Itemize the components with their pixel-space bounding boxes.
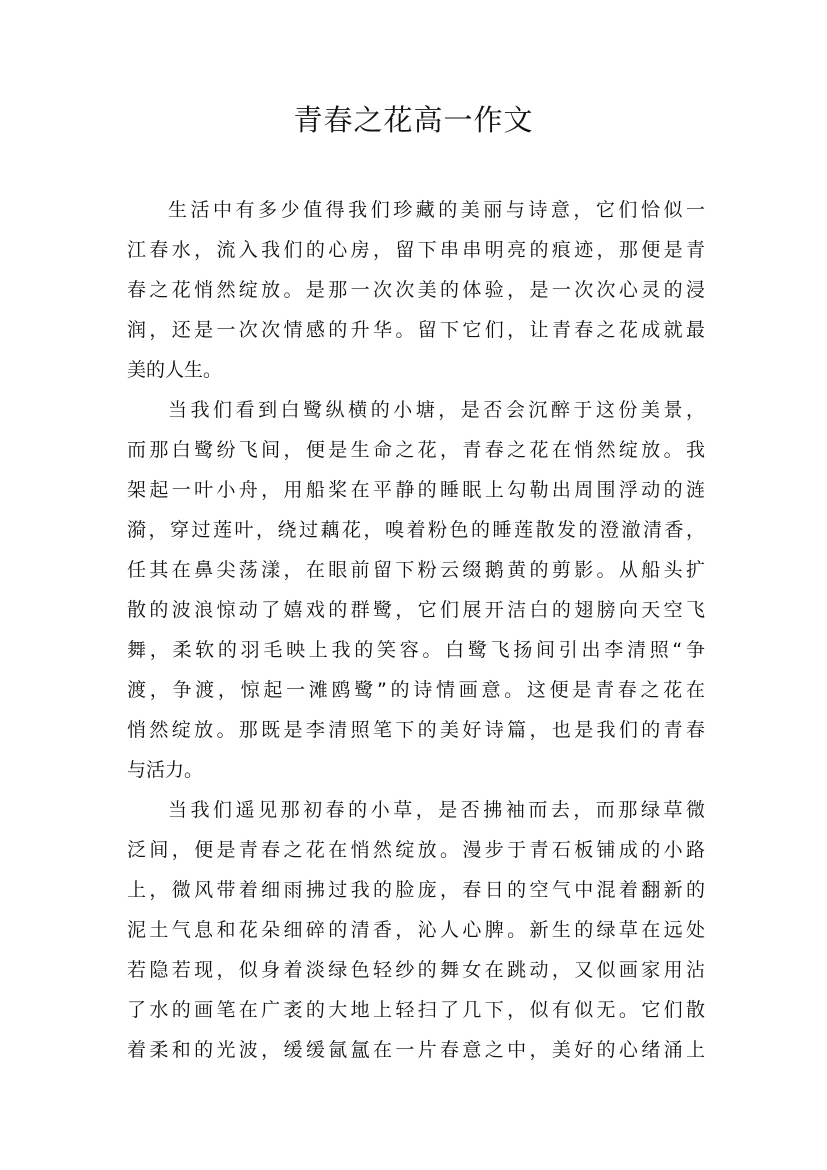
essay-body: [127, 190, 705, 1070]
text-line: 美的人生。: [127, 359, 223, 381]
text-line: 而那白鹭纷飞间，便是生命之花，青春之花在悄然绽放。我: [127, 439, 705, 461]
text-line: 泥土气息和花朵细碎的清香，沁人心脾。新生的绿草在远处: [127, 919, 705, 941]
text-line: 着柔和的光波，缓缓氤氲在一片春意之中，美好的心绪涌上: [127, 1039, 705, 1061]
text-line: 上，微风带着细雨拂过我的脸庞，春日的空气中混着翻新的: [127, 879, 705, 901]
text-line: 散的波浪惊动了嬉戏的群鹭，它们展开洁白的翅膀向天空飞: [127, 599, 705, 621]
text-line: 了水的画笔在广袤的大地上轻扫了几下，似有似无。它们散: [127, 999, 705, 1021]
text-line: 泛间，便是青春之花在悄然绽放。漫步于青石板铺成的小路: [127, 839, 705, 861]
text-line: 舞，柔软的羽毛映上我的笑容。白鹭飞扬间引出李清照“争: [127, 639, 705, 661]
text-line: 当我们遥见那初春的小草，是否拂袖而去，而那绿草微: [168, 799, 705, 821]
text-line: 春之花悄然绽放。是那一次次美的体验，是一次次心灵的浸: [127, 279, 705, 301]
text-line: 与活力。: [127, 759, 204, 781]
text-line: 漪，穿过莲叶，绕过藕花，嗅着粉色的睡莲散发的澄澈清香，: [127, 519, 705, 541]
text-line: 任其在鼻尖荡漾，在眼前留下粉云缀鹅黄的剪影。从船头扩: [127, 559, 705, 581]
text-line: 悄然绽放。那既是李清照笔下的美好诗篇，也是我们的青春: [127, 719, 705, 741]
text-line: 当我们看到白鹭纵横的小塘，是否会沉醉于这份美景，: [168, 399, 705, 421]
text-line: 若隐若现，似身着淡绿色轻纱的舞女在跳动，又似画家用沾: [127, 959, 705, 981]
text-line: 渡，争渡，惊起一滩鸥鹭”的诗情画意。这便是青春之花在: [127, 679, 705, 701]
text-line: 生活中有多少值得我们珍藏的美丽与诗意，它们恰似一: [168, 199, 705, 221]
text-line: 润，还是一次次情感的升华。留下它们，让青春之花成就最: [127, 319, 705, 341]
text-line: 江春水，流入我们的心房，留下串串明亮的痕迹，那便是青: [127, 239, 705, 261]
page-title: 青春之花高一作文: [293, 103, 534, 137]
text-line: 架起一叶小舟，用船桨在平静的睡眠上勾勒出周围浮动的涟: [127, 479, 705, 501]
